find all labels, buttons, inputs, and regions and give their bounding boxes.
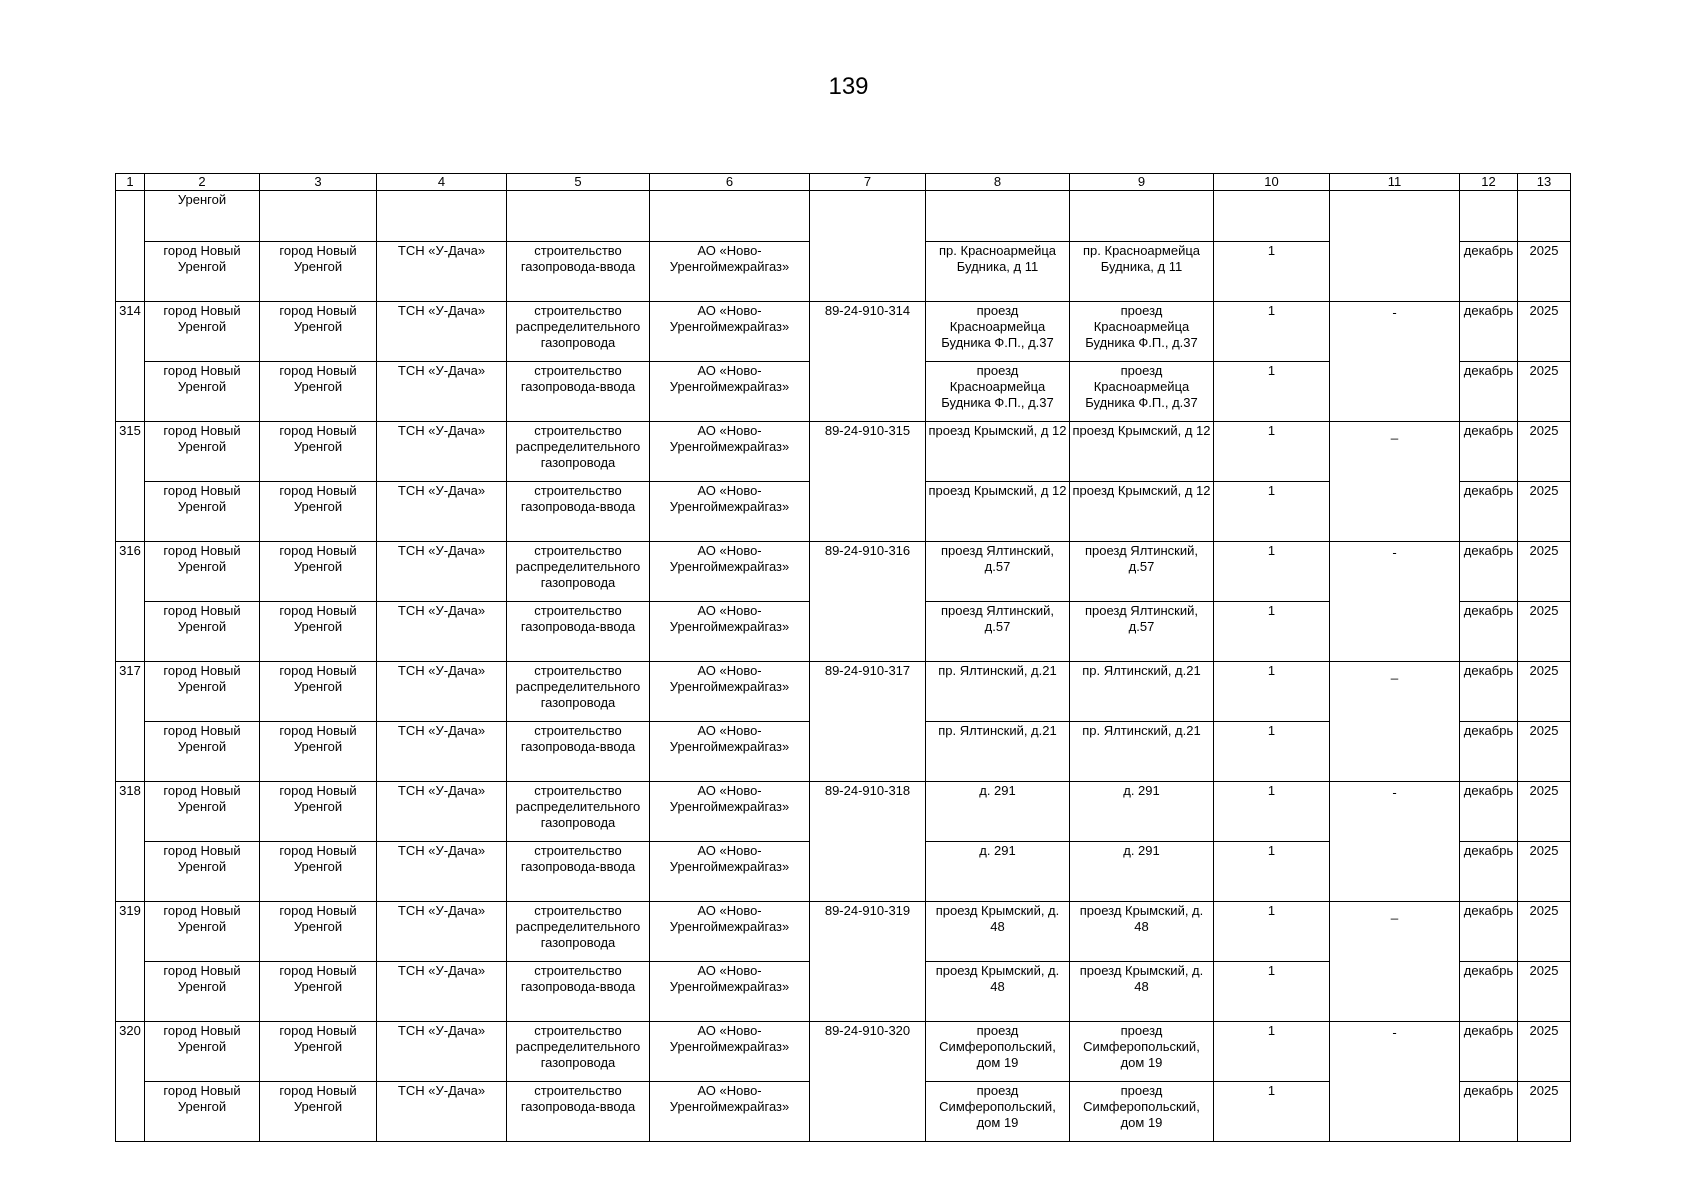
table-row <box>116 302 1571 362</box>
cell-municipality: город Новый Уренгой <box>145 482 260 542</box>
cell-work-type: строительство распределительного газопровода <box>507 302 650 362</box>
cell-operator: АО «Ново-Уренгоймежрайгаз» <box>650 362 810 422</box>
cell-address-end: проезд Ялтинский, д.57 <box>1070 602 1214 662</box>
cell-municipality: город Новый Уренгой <box>145 902 260 962</box>
cell-municipality: город Новый Уренгой <box>145 1022 260 1082</box>
cell-municipality: город Новый Уренгой <box>145 542 260 602</box>
cell-municipality: город Новый Уренгой <box>145 782 260 842</box>
cell-mark <box>1330 191 1460 302</box>
cell-code <box>810 191 926 302</box>
cell-quantity: 1 <box>1214 302 1330 362</box>
cell-month <box>1460 191 1518 242</box>
cell-municipality: город Новый Уренгой <box>145 962 260 1022</box>
cell-mark: - <box>1330 1022 1460 1142</box>
cell-applicant: ТСН «У-Дача» <box>377 242 507 302</box>
cell-settlement: город Новый Уренгой <box>260 602 377 662</box>
column-header: 12 <box>1460 174 1518 191</box>
cell-number: 317 <box>116 662 145 782</box>
cell-year: 2025 <box>1518 602 1571 662</box>
cell-operator: АО «Ново-Уренгоймежрайгаз» <box>650 602 810 662</box>
cell-mark: - <box>1330 542 1460 662</box>
cell-operator: АО «Ново-Уренгоймежрайгаз» <box>650 242 810 302</box>
cell-address-end: проезд Крымский, д. 48 <box>1070 902 1214 962</box>
cell-code: 89-24-910-319 <box>810 902 926 1022</box>
cell-year <box>1518 191 1571 242</box>
cell-year: 2025 <box>1518 842 1571 902</box>
cell-address-start: д. 291 <box>926 782 1070 842</box>
cell-settlement <box>260 191 377 242</box>
cell-address-end: пр. Ялтинский, д.21 <box>1070 722 1214 782</box>
cell-quantity: 1 <box>1214 482 1330 542</box>
cell-code: 89-24-910-316 <box>810 542 926 662</box>
cell-municipality: город Новый Уренгой <box>145 842 260 902</box>
table-row <box>116 782 1571 842</box>
column-header: 13 <box>1518 174 1571 191</box>
cell-municipality: город Новый Уренгой <box>145 722 260 782</box>
cell-operator: АО «Ново-Уренгоймежрайгаз» <box>650 1022 810 1082</box>
cell-quantity: 1 <box>1214 1022 1330 1082</box>
column-header: 7 <box>810 174 926 191</box>
cell-applicant: ТСН «У-Дача» <box>377 842 507 902</box>
cell-settlement: город Новый Уренгой <box>260 962 377 1022</box>
cell-mark: - <box>1330 782 1460 902</box>
cell-code: 89-24-910-314 <box>810 302 926 422</box>
cell-number <box>116 191 145 302</box>
cell-year: 2025 <box>1518 662 1571 722</box>
cell-quantity: 1 <box>1214 962 1330 1022</box>
cell-address-end: д. 291 <box>1070 782 1214 842</box>
cell-mark: - <box>1330 302 1460 422</box>
cell-settlement: город Новый Уренгой <box>260 422 377 482</box>
cell-settlement: город Новый Уренгой <box>260 1022 377 1082</box>
cell-month: декабрь <box>1460 1082 1518 1142</box>
cell-month: декабрь <box>1460 842 1518 902</box>
cell-month: декабрь <box>1460 722 1518 782</box>
cell-applicant: ТСН «У-Дача» <box>377 302 507 362</box>
cell-applicant: ТСН «У-Дача» <box>377 902 507 962</box>
cell-address-start: проезд Крымский, д 12 <box>926 422 1070 482</box>
cell-municipality: Уренгой <box>145 191 260 242</box>
cell-number: 318 <box>116 782 145 902</box>
cell-month: декабрь <box>1460 962 1518 1022</box>
cell-address-end: проезд Крымский, д 12 <box>1070 422 1214 482</box>
cell-operator: АО «Ново-Уренгоймежрайгаз» <box>650 902 810 962</box>
cell-number: 320 <box>116 1022 145 1142</box>
cell-work-type: строительство распределительного газопровода <box>507 902 650 962</box>
cell-address-start: проезд Крымский, д. 48 <box>926 962 1070 1022</box>
cell-quantity: 1 <box>1214 722 1330 782</box>
cell-municipality: город Новый Уренгой <box>145 362 260 422</box>
cell-address-start: проезд Ялтинский, д.57 <box>926 542 1070 602</box>
cell-month: декабрь <box>1460 542 1518 602</box>
cell-year: 2025 <box>1518 482 1571 542</box>
cell-quantity <box>1214 191 1330 242</box>
table-row <box>116 902 1571 962</box>
cell-operator: АО «Ново-Уренгоймежрайгаз» <box>650 422 810 482</box>
cell-address-start: проезд Красноармейца Будника Ф.П., д.37 <box>926 302 1070 362</box>
cell-month: декабрь <box>1460 1022 1518 1082</box>
cell-address-end: пр. Ялтинский, д.21 <box>1070 662 1214 722</box>
cell-address-end: проезд Ялтинский, д.57 <box>1070 542 1214 602</box>
cell-year: 2025 <box>1518 962 1571 1022</box>
cell-month: декабрь <box>1460 302 1518 362</box>
cell-settlement: город Новый Уренгой <box>260 482 377 542</box>
cell-mark: _ <box>1330 902 1460 1022</box>
cell-address-start: д. 291 <box>926 842 1070 902</box>
cell-settlement: город Новый Уренгой <box>260 902 377 962</box>
cell-settlement: город Новый Уренгой <box>260 722 377 782</box>
table-row <box>116 1022 1571 1082</box>
cell-quantity: 1 <box>1214 902 1330 962</box>
cell-address-start: проезд Красноармейца Будника Ф.П., д.37 <box>926 362 1070 422</box>
cell-address-start: проезд Крымский, д. 48 <box>926 902 1070 962</box>
cell-applicant: ТСН «У-Дача» <box>377 662 507 722</box>
cell-number: 315 <box>116 422 145 542</box>
cell-month: декабрь <box>1460 782 1518 842</box>
cell-quantity: 1 <box>1214 602 1330 662</box>
cell-work-type: строительство распределительного газопровода <box>507 662 650 722</box>
cell-settlement: город Новый Уренгой <box>260 242 377 302</box>
cell-work-type: строительство газопровода-ввода <box>507 362 650 422</box>
table-row <box>116 662 1571 722</box>
cell-year: 2025 <box>1518 422 1571 482</box>
cell-settlement: город Новый Уренгой <box>260 362 377 422</box>
cell-year: 2025 <box>1518 542 1571 602</box>
cell-operator: АО «Ново-Уренгоймежрайгаз» <box>650 962 810 1022</box>
table-row <box>116 191 1571 242</box>
cell-mark: _ <box>1330 422 1460 542</box>
column-header: 1 <box>116 174 145 191</box>
cell-month: декабрь <box>1460 902 1518 962</box>
column-header: 8 <box>926 174 1070 191</box>
cell-work-type: строительство распределительного газопровода <box>507 542 650 602</box>
cell-number: 314 <box>116 302 145 422</box>
cell-applicant: ТСН «У-Дача» <box>377 422 507 482</box>
cell-quantity: 1 <box>1214 782 1330 842</box>
cell-month: декабрь <box>1460 422 1518 482</box>
cell-work-type: строительство газопровода-ввода <box>507 602 650 662</box>
cell-address-end: проезд Симферопольский, дом 19 <box>1070 1022 1214 1082</box>
cell-operator: АО «Ново-Уренгоймежрайгаз» <box>650 842 810 902</box>
cell-code: 89-24-910-318 <box>810 782 926 902</box>
column-header: 6 <box>650 174 810 191</box>
cell-quantity: 1 <box>1214 1082 1330 1142</box>
cell-year: 2025 <box>1518 362 1571 422</box>
cell-work-type: строительство газопровода-ввода <box>507 482 650 542</box>
cell-code: 89-24-910-315 <box>810 422 926 542</box>
cell-settlement: город Новый Уренгой <box>260 1082 377 1142</box>
page-number: 139 <box>828 73 869 100</box>
cell-code: 89-24-910-317 <box>810 662 926 782</box>
cell-number: 316 <box>116 542 145 662</box>
table-body <box>116 174 1571 1142</box>
column-header: 9 <box>1070 174 1214 191</box>
cell-work-type: строительство распределительного газопровода <box>507 782 650 842</box>
cell-quantity: 1 <box>1214 422 1330 482</box>
cell-address-start: проезд Ялтинский, д.57 <box>926 602 1070 662</box>
cell-operator: АО «Ново-Уренгоймежрайгаз» <box>650 782 810 842</box>
column-header: 4 <box>377 174 507 191</box>
column-header: 2 <box>145 174 260 191</box>
cell-operator: АО «Ново-Уренгоймежрайгаз» <box>650 1082 810 1142</box>
cell-year: 2025 <box>1518 302 1571 362</box>
cell-month: декабрь <box>1460 482 1518 542</box>
cell-address-start: проезд Крымский, д 12 <box>926 482 1070 542</box>
column-header: 5 <box>507 174 650 191</box>
cell-applicant: ТСН «У-Дача» <box>377 602 507 662</box>
cell-municipality: город Новый Уренгой <box>145 422 260 482</box>
cell-address-start: пр. Ялтинский, д.21 <box>926 722 1070 782</box>
table-row <box>116 422 1571 482</box>
cell-quantity: 1 <box>1214 362 1330 422</box>
cell-year: 2025 <box>1518 902 1571 962</box>
cell-operator: АО «Ново-Уренгоймежрайгаз» <box>650 482 810 542</box>
cell-operator <box>650 191 810 242</box>
cell-applicant: ТСН «У-Дача» <box>377 1022 507 1082</box>
cell-address-end: проезд Крымский, д. 48 <box>1070 962 1214 1022</box>
column-header: 11 <box>1330 174 1460 191</box>
cell-work-type: строительство газопровода-ввода <box>507 962 650 1022</box>
cell-address-end: пр. Красноармейца Будника, д 11 <box>1070 242 1214 302</box>
cell-address-end: д. 291 <box>1070 842 1214 902</box>
cell-year: 2025 <box>1518 722 1571 782</box>
cell-address-start: проезд Симферопольский, дом 19 <box>926 1082 1070 1142</box>
column-header: 3 <box>260 174 377 191</box>
cell-municipality: город Новый Уренгой <box>145 662 260 722</box>
cell-work-type: строительство газопровода-ввода <box>507 722 650 782</box>
cell-applicant: ТСН «У-Дача» <box>377 542 507 602</box>
cell-settlement: город Новый Уренгой <box>260 842 377 902</box>
cell-applicant: ТСН «У-Дача» <box>377 722 507 782</box>
cell-work-type: строительство газопровода-ввода <box>507 842 650 902</box>
cell-address-start: пр. Красноармейца Будника, д 11 <box>926 242 1070 302</box>
cell-applicant: ТСН «У-Дача» <box>377 1082 507 1142</box>
cell-year: 2025 <box>1518 782 1571 842</box>
cell-mark: _ <box>1330 662 1460 782</box>
cell-work-type: строительство газопровода-ввода <box>507 242 650 302</box>
cell-work-type <box>507 191 650 242</box>
cell-operator: АО «Ново-Уренгоймежрайгаз» <box>650 722 810 782</box>
cell-address-start: пр. Ялтинский, д.21 <box>926 662 1070 722</box>
cell-month: декабрь <box>1460 662 1518 722</box>
cell-work-type: строительство распределительного газопровода <box>507 422 650 482</box>
cell-municipality: город Новый Уренгой <box>145 242 260 302</box>
cell-applicant: ТСН «У-Дача» <box>377 362 507 422</box>
cell-month: декабрь <box>1460 602 1518 662</box>
cell-quantity: 1 <box>1214 542 1330 602</box>
column-header: 10 <box>1214 174 1330 191</box>
cell-municipality: город Новый Уренгой <box>145 602 260 662</box>
cell-address-end: проезд Крымский, д 12 <box>1070 482 1214 542</box>
cell-applicant <box>377 191 507 242</box>
cell-address-end <box>1070 191 1214 242</box>
cell-operator: АО «Ново-Уренгоймежрайгаз» <box>650 662 810 722</box>
table-row <box>116 542 1571 602</box>
cell-month: декабрь <box>1460 362 1518 422</box>
cell-applicant: ТСН «У-Дача» <box>377 482 507 542</box>
cell-work-type: строительство газопровода-ввода <box>507 1082 650 1142</box>
column-header-row <box>116 174 1571 191</box>
cell-operator: АО «Ново-Уренгоймежрайгаз» <box>650 542 810 602</box>
cell-work-type: строительство распределительного газопровода <box>507 1022 650 1082</box>
cell-applicant: ТСН «У-Дача» <box>377 782 507 842</box>
cell-year: 2025 <box>1518 1022 1571 1082</box>
cell-quantity: 1 <box>1214 662 1330 722</box>
cell-operator: АО «Ново-Уренгоймежрайгаз» <box>650 302 810 362</box>
cell-municipality: город Новый Уренгой <box>145 1082 260 1142</box>
cell-address-start: проезд Симферопольский, дом 19 <box>926 1022 1070 1082</box>
cell-settlement: город Новый Уренгой <box>260 662 377 722</box>
cell-address-end: проезд Красноармейца Будника Ф.П., д.37 <box>1070 362 1214 422</box>
cell-settlement: город Новый Уренгой <box>260 542 377 602</box>
cell-year: 2025 <box>1518 242 1571 302</box>
cell-municipality: город Новый Уренгой <box>145 302 260 362</box>
registry-table <box>115 173 1571 1142</box>
cell-settlement: город Новый Уренгой <box>260 782 377 842</box>
cell-month: декабрь <box>1460 242 1518 302</box>
cell-settlement: город Новый Уренгой <box>260 302 377 362</box>
cell-address-end: проезд Симферопольский, дом 19 <box>1070 1082 1214 1142</box>
cell-code: 89-24-910-320 <box>810 1022 926 1142</box>
cell-number: 319 <box>116 902 145 1022</box>
cell-address-start <box>926 191 1070 242</box>
cell-year: 2025 <box>1518 1082 1571 1142</box>
cell-address-end: проезд Красноармейца Будника Ф.П., д.37 <box>1070 302 1214 362</box>
cell-quantity: 1 <box>1214 842 1330 902</box>
cell-quantity: 1 <box>1214 242 1330 302</box>
cell-applicant: ТСН «У-Дача» <box>377 962 507 1022</box>
